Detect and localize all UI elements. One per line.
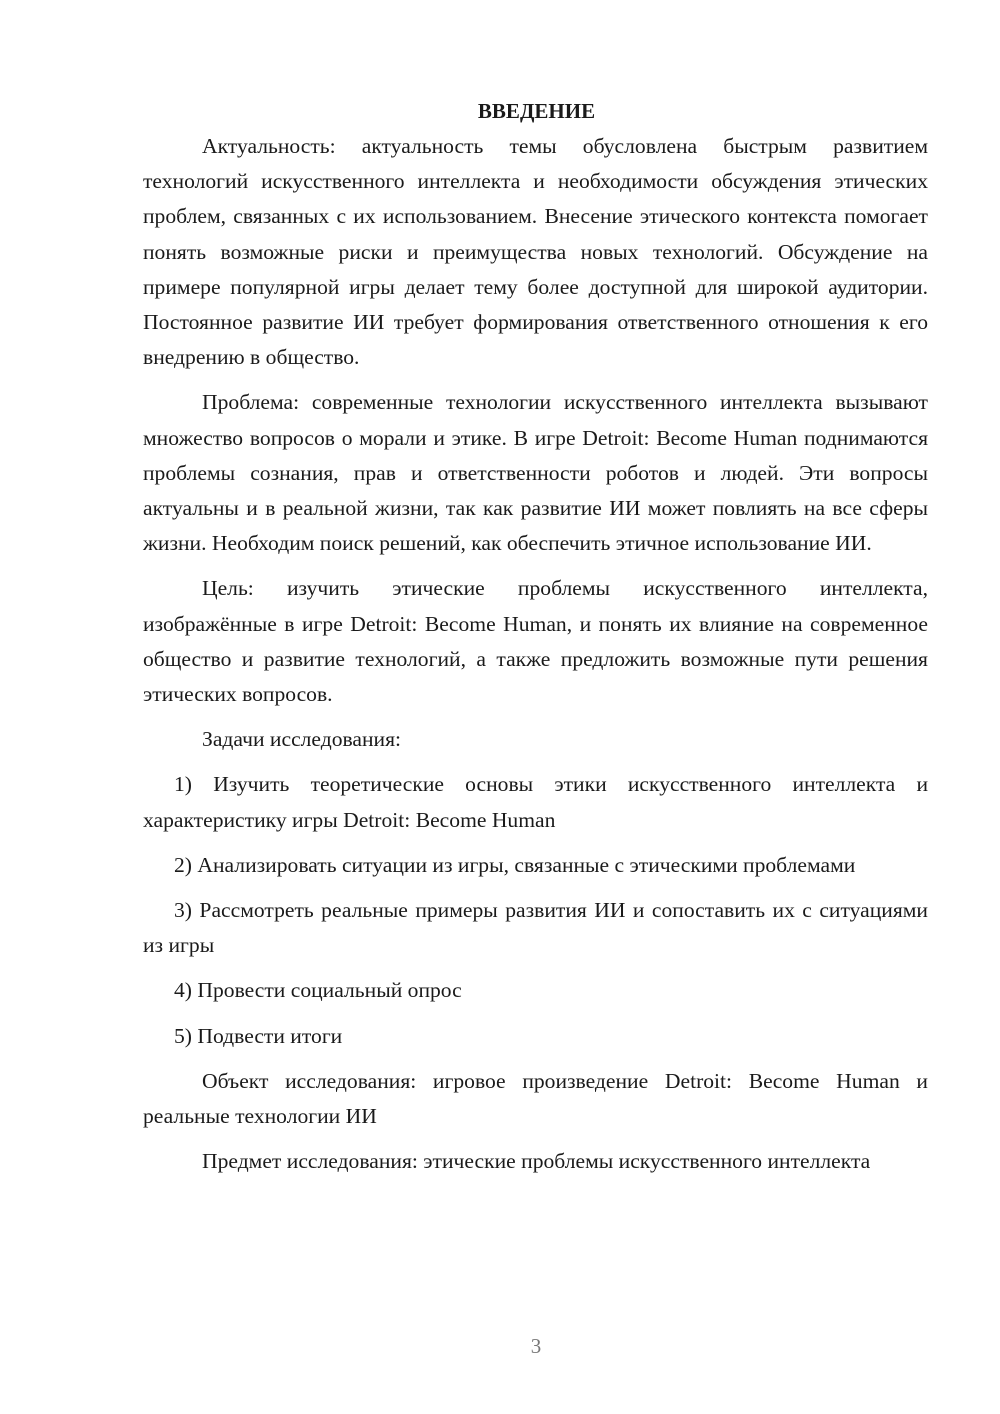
paragraph-relevance: Актуальность: актуальность темы обусловлена быстрым развитием технологий искусственного интеллекта и необходимости обсуждения этических проблем, связанных с их использованием. Внесение этического контекста помогает понять возможные риски и преимущества новых технологий. Обсуждение на примере популярной игры делает тему более доступной для широкой аудитории. Постоянное развитие ИИ требует формирования ответственного отношения к его внедрению в общество. (143, 134, 928, 370)
paragraph-object: Объект исследования: игровое произведение Detroit: Become Human и реальные технологии ИИ (143, 1068, 928, 1129)
list-item-task-5: 5) Подвести итоги (174, 1023, 343, 1048)
paragraph-tasks-heading: Задачи исследования: (202, 727, 402, 752)
document-page (143, 96, 928, 1189)
paragraph-problem: Проблема: современные технологии искусственного интеллекта вызывают множество вопросов о морали и этике. В игре Detroit: Become Human поднимаются проблемы сознания, прав и ответственности роботов и людей. Эти вопросы актуальны и в реальной жизни, так как развитие ИИ может повлиять на все сферы жизни. Необходим поиск решений, как обеспечить этичное использование ИИ. (143, 390, 928, 556)
paragraph-subject: Предмет исследования: этические проблемы искусственного интеллекта (202, 1149, 871, 1174)
list-item-task-4: 4) Провести социальный опрос (174, 978, 462, 1003)
paragraph-goal: Цель: изучить этические проблемы искусственного интеллекта, изображённые в игре Detroit: Become Human, и понять их влияние на современное общество и развитие технологий, а также предложить возможные пути решения этических вопросов. (143, 576, 928, 707)
section-heading: ВВЕДЕНИЕ (477, 99, 596, 123)
tasks-list (143, 767, 928, 1053)
list-item-task-3: 3) Рассмотреть реальные примеры развития ИИ и сопоставить их с ситуациями из игры (143, 898, 928, 958)
list-item-task-2: 2) Анализировать ситуации из игры, связанные с этическими проблемами (174, 852, 856, 877)
page-number: 3 (530, 1334, 542, 1358)
list-item-task-1: 1) Изучить теоретические основы этики искусственного интеллекта и характеристику игры Detroit: Become Human (143, 772, 928, 832)
